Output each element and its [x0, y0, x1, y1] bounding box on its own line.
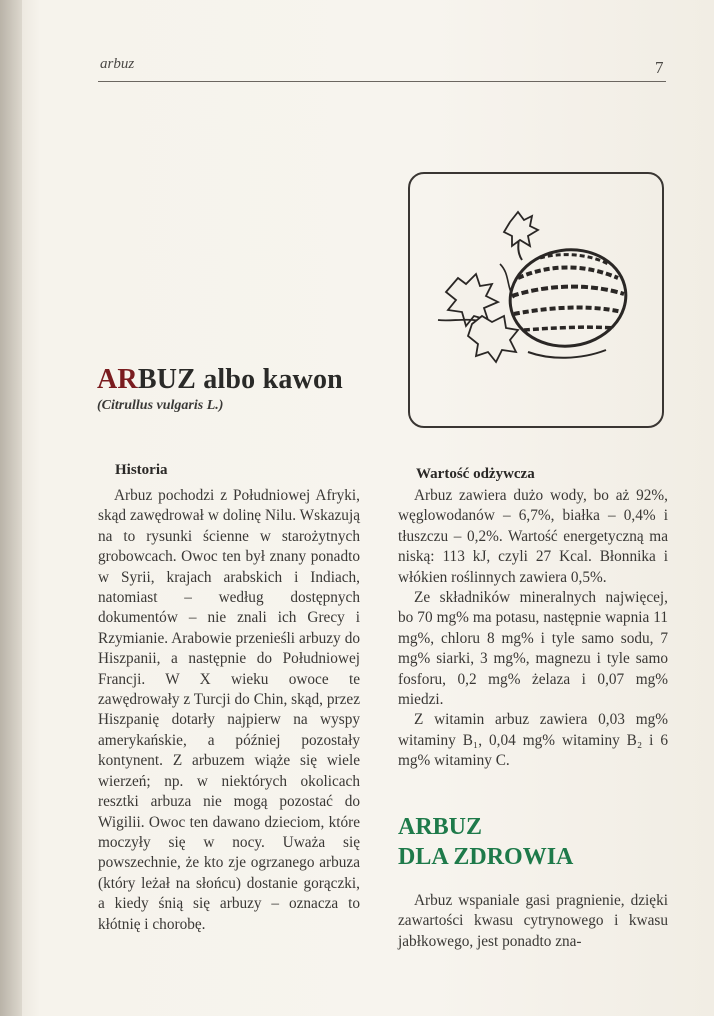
historia-paragraph: Arbuz pochodzi z Południowej Afryki, skąd zawędrował w dolinę Nilu. Wskazują na to rysunki ścienne w starożytnych grobowcach. Owoc ten był znany ponadto w Syrii, krajach arabskich i Indiach, natomiast – według dostępnych dokumentów – nie znali ich Grecy i Rzymianie. Arabowie przenieśli arbuzy do Hiszpanii, a następnie do Południowej Francji. W X wieku owoce te zawędrowały z Turcji do Chin, skąd, przez Hiszpanię dotarły najpierw na wyspy amerykańskie, a później pozostały kontynent. Z arbuzem wiąże się wiele wierzeń; np. w niektórych okolicach resztki arbuza nie mogą pozostać do Wigilii. Owoc ten dawano dzieciom, które moczyły się w nocy. Uważa się powszechnie, że kto zje ogrzanego arbuza (który leżał na słońcu) dostanie gorączki, a kiedy śnią się arbuzy – oznacza to kłótnię i chorobę.	[98, 487, 360, 933]
health-section-title	[398, 812, 573, 872]
entry-title-accent: AR	[97, 364, 138, 395]
historia-column	[98, 486, 360, 935]
wartosc-column	[398, 486, 668, 772]
health-paragraph: Arbuz wspaniale gasi pragnienie, dzięki zawartości kwasu cytrynowego i kwasu jabłkowego, jest ponadto zna-	[398, 892, 668, 950]
health-title-line-2: DLA ZDROWIA	[398, 844, 574, 870]
watermelon-icon	[410, 174, 662, 426]
illustration-frame	[408, 172, 664, 428]
latin-name: (Citrullus vulgaris L.)	[97, 398, 224, 413]
historia-heading: Historia	[115, 462, 168, 478]
entry-title	[97, 364, 343, 396]
wartosc-paragraph-3: Z witamin arbuz zawiera 0,03 mg% witaminy B₁, 0,04 mg% witaminy B₂ i 6 mg% witaminy C.	[398, 711, 668, 770]
health-title-line-1: ARBUZ	[398, 814, 483, 840]
entry-title-rest: BUZ albo kawon	[137, 364, 343, 395]
page-number: 7	[655, 58, 664, 77]
book-spine-shadow	[0, 0, 22, 1016]
health-column	[398, 891, 668, 952]
header-rule	[98, 81, 666, 82]
running-head: arbuz	[100, 56, 135, 72]
wartosc-heading: Wartość odżywcza	[416, 466, 535, 482]
wartosc-paragraph-2: Ze składników mineralnych najwięcej, bo 70 mg% ma potasu, następnie wapnia 11 mg%, chloru 8 mg% i tyle samo sodu, 7 mg% siarki, 3 mg%, magnezu i tyle samo fosforu, 0,2 mg% żelaza i 0,07 mg% miedzi.	[398, 589, 668, 709]
wartosc-paragraph-1: Arbuz zawiera dużo wody, bo aż 92%, węglowodanów – 6,7%, białka – 0,4% i tłuszczu – 0,2%. Wartość energetyczną ma niską: 113 kJ, czyli 27 Kcal. Błonnika i włókien roślinnych zawiera 0,5%.	[398, 487, 668, 586]
